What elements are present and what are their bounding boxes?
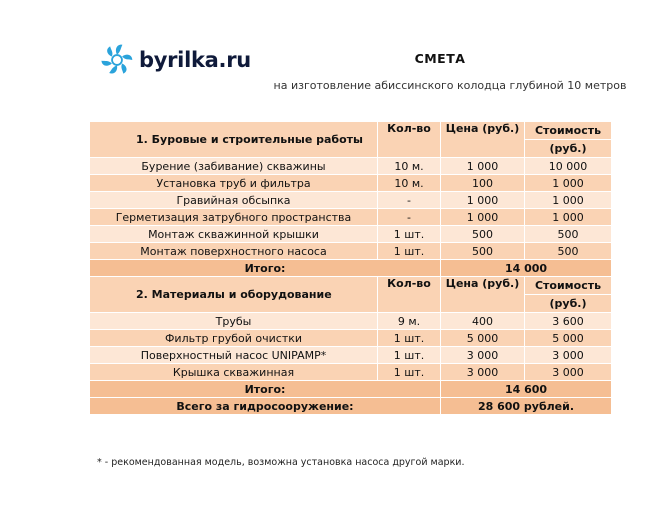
page-subtitle: на изготовление абиссинского колодца глубиной 10 метров [273, 79, 627, 92]
table-row [90, 158, 612, 175]
item-name: Гравийная обсыпка [90, 192, 378, 209]
page-title: СМЕТА [414, 51, 466, 66]
logo-text: byrilka.ru [139, 48, 251, 72]
item-price: 1 000 [441, 209, 525, 226]
item-price: 400 [441, 313, 525, 330]
item-price: 5 000 [441, 330, 525, 347]
item-cost: 3 600 [525, 313, 612, 330]
item-qty: 1 шт. [378, 364, 441, 381]
item-name: Трубы [90, 313, 378, 330]
item-cost: 10 000 [525, 158, 612, 175]
table-row [90, 313, 612, 330]
item-qty: 10 м. [378, 158, 441, 175]
item-qty: 9 м. [378, 313, 441, 330]
item-name: Поверхностный насос UNIPAMP* [90, 347, 378, 364]
item-price: 3 000 [441, 364, 525, 381]
item-name: Герметизация затрубного пространства [90, 209, 378, 226]
item-qty: 1 шт. [378, 243, 441, 260]
table-row [90, 364, 612, 381]
section-1-header [90, 122, 612, 140]
table-row [90, 175, 612, 192]
cost-header-unit: (руб.) [525, 295, 612, 313]
cost-header-unit: (руб.) [525, 140, 612, 158]
item-qty: - [378, 192, 441, 209]
cost-header: Стоимость [525, 122, 612, 140]
grand-total-label: Всего за гидросооружение: [90, 398, 441, 415]
item-name: Крышка скважинная [90, 364, 378, 381]
total-label: Итого: [90, 381, 441, 398]
item-cost: 5 000 [525, 330, 612, 347]
item-name: Фильтр грубой очистки [90, 330, 378, 347]
estimate-table [89, 121, 612, 415]
item-qty: 1 шт. [378, 347, 441, 364]
section-2-total-row [90, 381, 612, 398]
item-cost: 3 000 [525, 364, 612, 381]
item-name: Установка труб и фильтра [90, 175, 378, 192]
section-1-title: 1. Буровые и строительные работы [90, 122, 378, 158]
item-price: 1 000 [441, 158, 525, 175]
qty-header: Кол-во [378, 277, 441, 313]
cost-header: Стоимость [525, 277, 612, 295]
item-price: 100 [441, 175, 525, 192]
item-name: Монтаж скважинной крышки [90, 226, 378, 243]
section-2-header [90, 277, 612, 295]
item-cost: 1 000 [525, 209, 612, 226]
footnote: * - рекомендованная модель, возможна установка насоса другой марки. [97, 457, 465, 468]
item-price: 500 [441, 226, 525, 243]
item-name: Монтаж поверхностного насоса [90, 243, 378, 260]
table-row [90, 209, 612, 226]
item-qty: - [378, 209, 441, 226]
table-row [90, 347, 612, 364]
table-row [90, 226, 612, 243]
flower-swirl-icon [99, 42, 135, 78]
item-cost: 1 000 [525, 175, 612, 192]
item-qty: 1 шт. [378, 330, 441, 347]
item-cost: 500 [525, 243, 612, 260]
grand-total-value: 28 600 рублей. [441, 398, 612, 415]
section-1-total-row [90, 260, 612, 277]
item-qty: 1 шт. [378, 226, 441, 243]
table-row [90, 243, 612, 260]
price-header: Цена (руб.) [441, 277, 525, 313]
item-price: 1 000 [441, 192, 525, 209]
item-price: 500 [441, 243, 525, 260]
item-name: Бурение (забивание) скважины [90, 158, 378, 175]
item-price: 3 000 [441, 347, 525, 364]
qty-header: Кол-во [378, 122, 441, 158]
item-cost: 1 000 [525, 192, 612, 209]
section-2-title: 2. Материалы и оборудование [90, 277, 378, 313]
total-value: 14 600 [441, 381, 612, 398]
grand-total-row [90, 398, 612, 415]
table-row [90, 192, 612, 209]
total-label: Итого: [90, 260, 441, 277]
price-header: Цена (руб.) [441, 122, 525, 158]
item-qty: 10 м. [378, 175, 441, 192]
total-value: 14 000 [441, 260, 612, 277]
logo [99, 42, 251, 78]
item-cost: 3 000 [525, 347, 612, 364]
table-row [90, 330, 612, 347]
item-cost: 500 [525, 226, 612, 243]
